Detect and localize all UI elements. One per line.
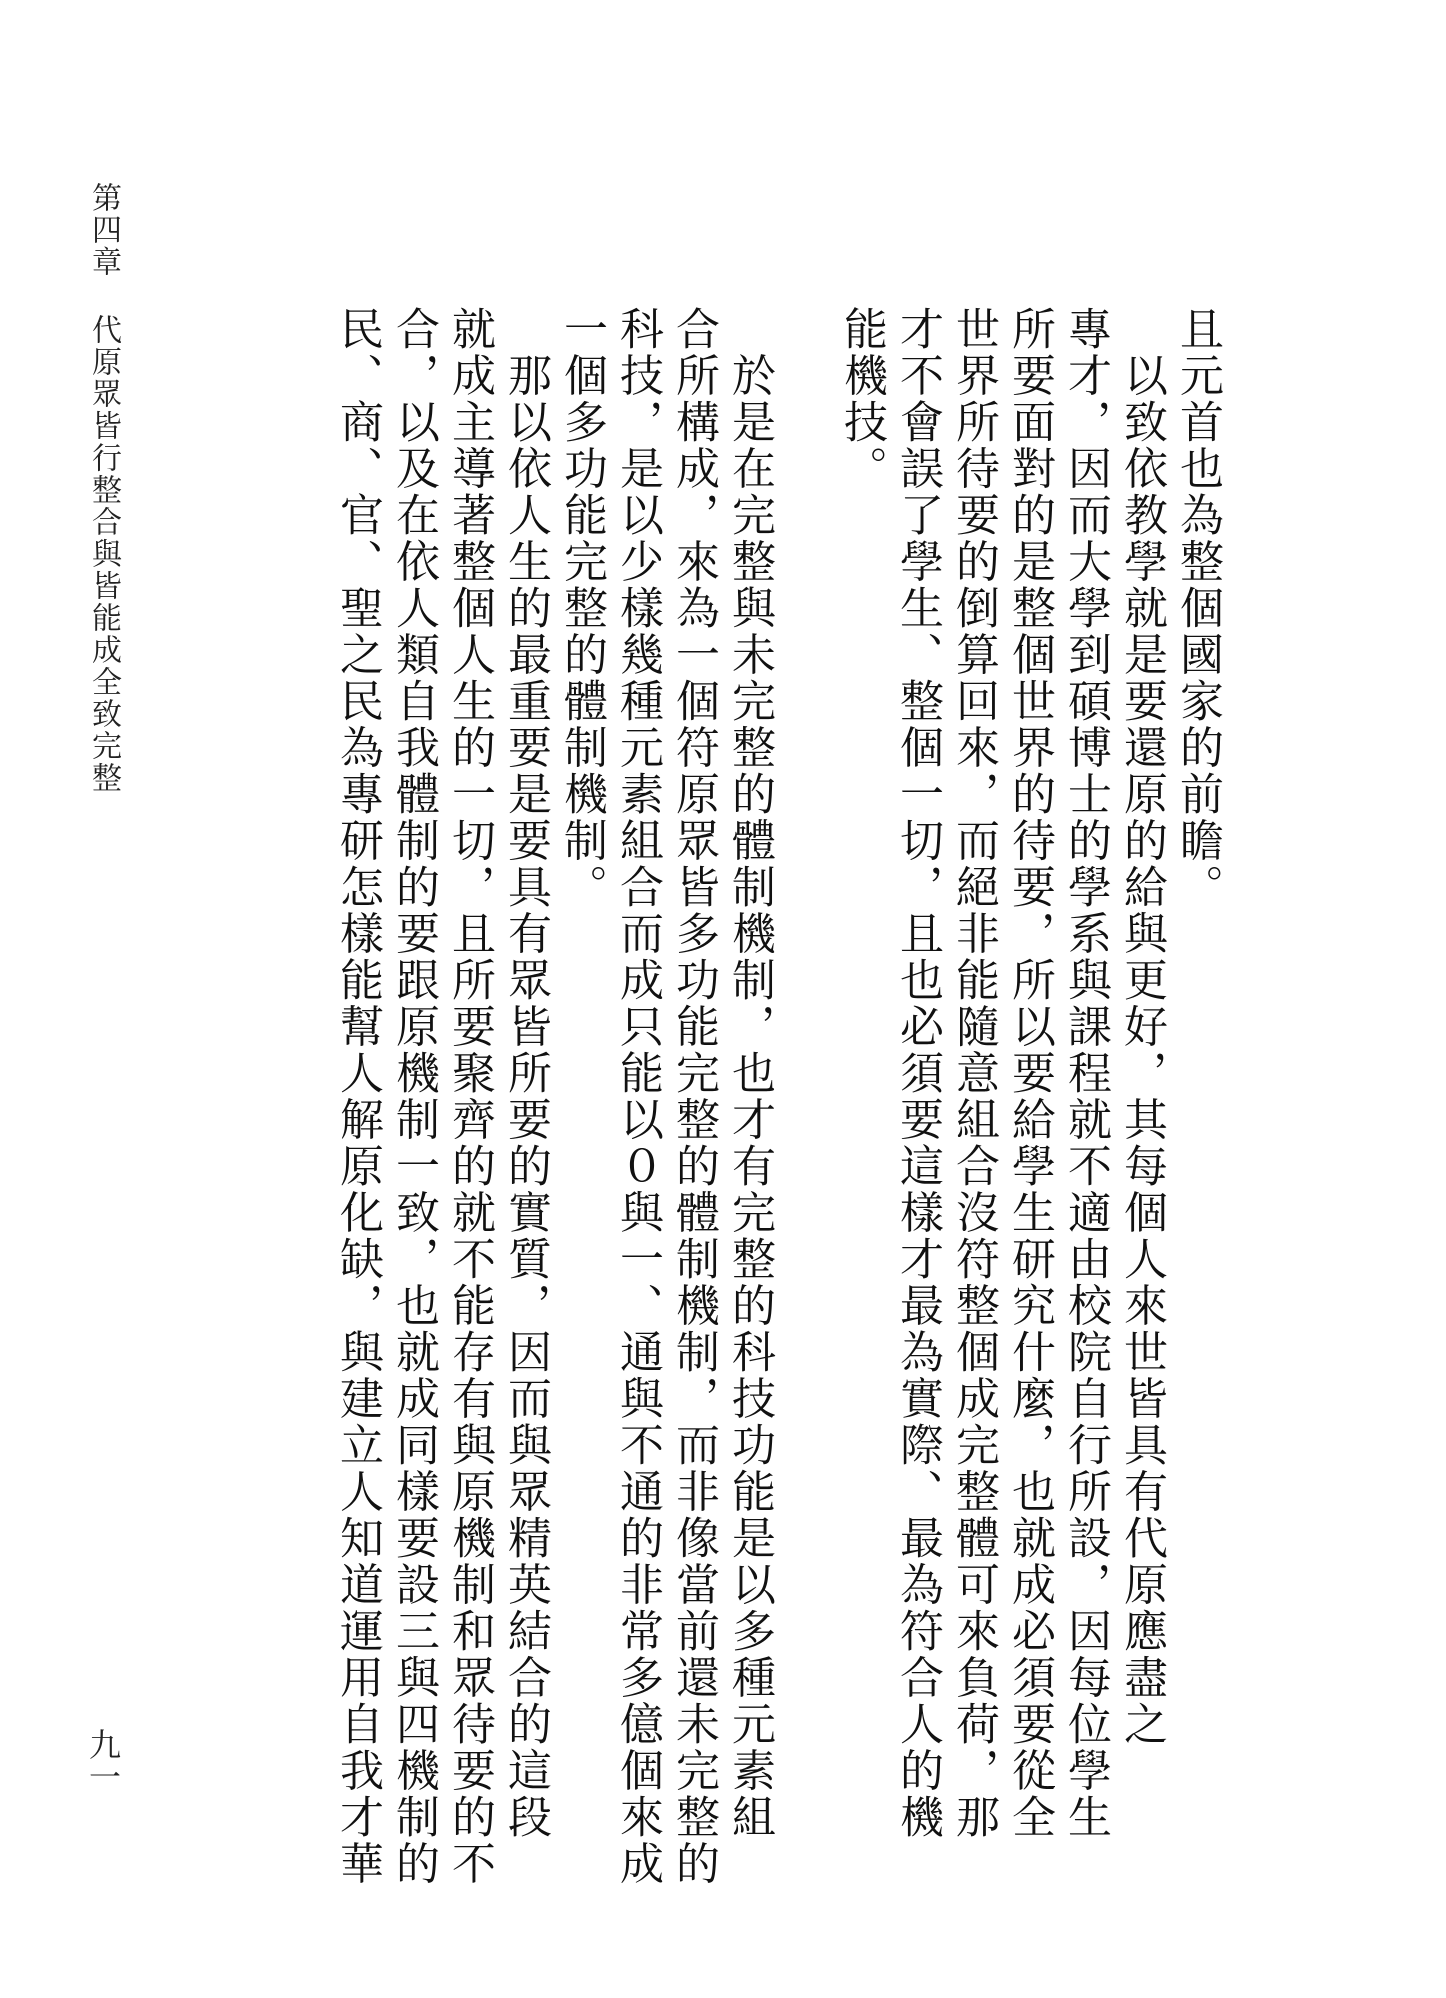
running-head	[86, 182, 120, 794]
text-column: 世界所待要的倒算回來，而絕非能隨意組合沒符整個成完整體可來負荷，那	[948, 306, 999, 1841]
text-column: 才不會誤了學生、整個一切，且也必須要這樣才最為實際、最為符合人的機	[892, 306, 943, 1841]
running-head-title: 代原眾皆行整合與皆能成全致完整	[86, 314, 121, 794]
text-column: 那以依人生的最重要是要具有眾皆所要的實質，因而與眾精英結合的這段	[500, 306, 551, 1841]
text-column: 於是在完整與未完整的體制機制，也才有完整的科技功能是以多種元素組	[724, 306, 775, 1841]
text-column: 合所構成，來為一個符原眾皆多功能完整的體制機制，而非像當前還未完整的	[668, 306, 719, 1887]
text-column: 以致依教學就是要還原的給與更好，其每個人來世皆具有代原應盡之	[1116, 306, 1167, 1748]
text-column: 專才，因而大學到碩博士的學系與課程就不適由校院自行所設，因每位學生	[1060, 306, 1111, 1841]
text-column: 且元首也為整個國家的前瞻。	[1172, 306, 1223, 911]
running-head-chapter: 第四章	[86, 182, 121, 278]
text-column: 所要面對的是整個世界的待要，所以要給學生研究什麼，也就成必須要從全	[1004, 306, 1055, 1841]
text-column: 就成主導著整個人生的一切，且所要聚齊的就不能存有與原機制和眾待要的不	[444, 306, 495, 1887]
text-column: 合，以及在依人類自我體制的要跟原機制一致，也就成同樣要設三與四機制的	[388, 306, 439, 1887]
body-text	[192, 306, 1223, 1887]
page-number: 九一	[84, 1728, 122, 1792]
text-column: 民、商、官、聖之民為專研怎樣能幫人解原化缺，與建立人知道運用自我才華	[332, 306, 383, 1887]
text-column: 科技，是以少樣幾種元素組合而成只能以０與一、通與不通的非常多億個來成	[612, 306, 663, 1887]
text-column: 一個多功能完整的體制機制。	[556, 306, 607, 911]
text-column: 能機技。	[836, 306, 887, 492]
